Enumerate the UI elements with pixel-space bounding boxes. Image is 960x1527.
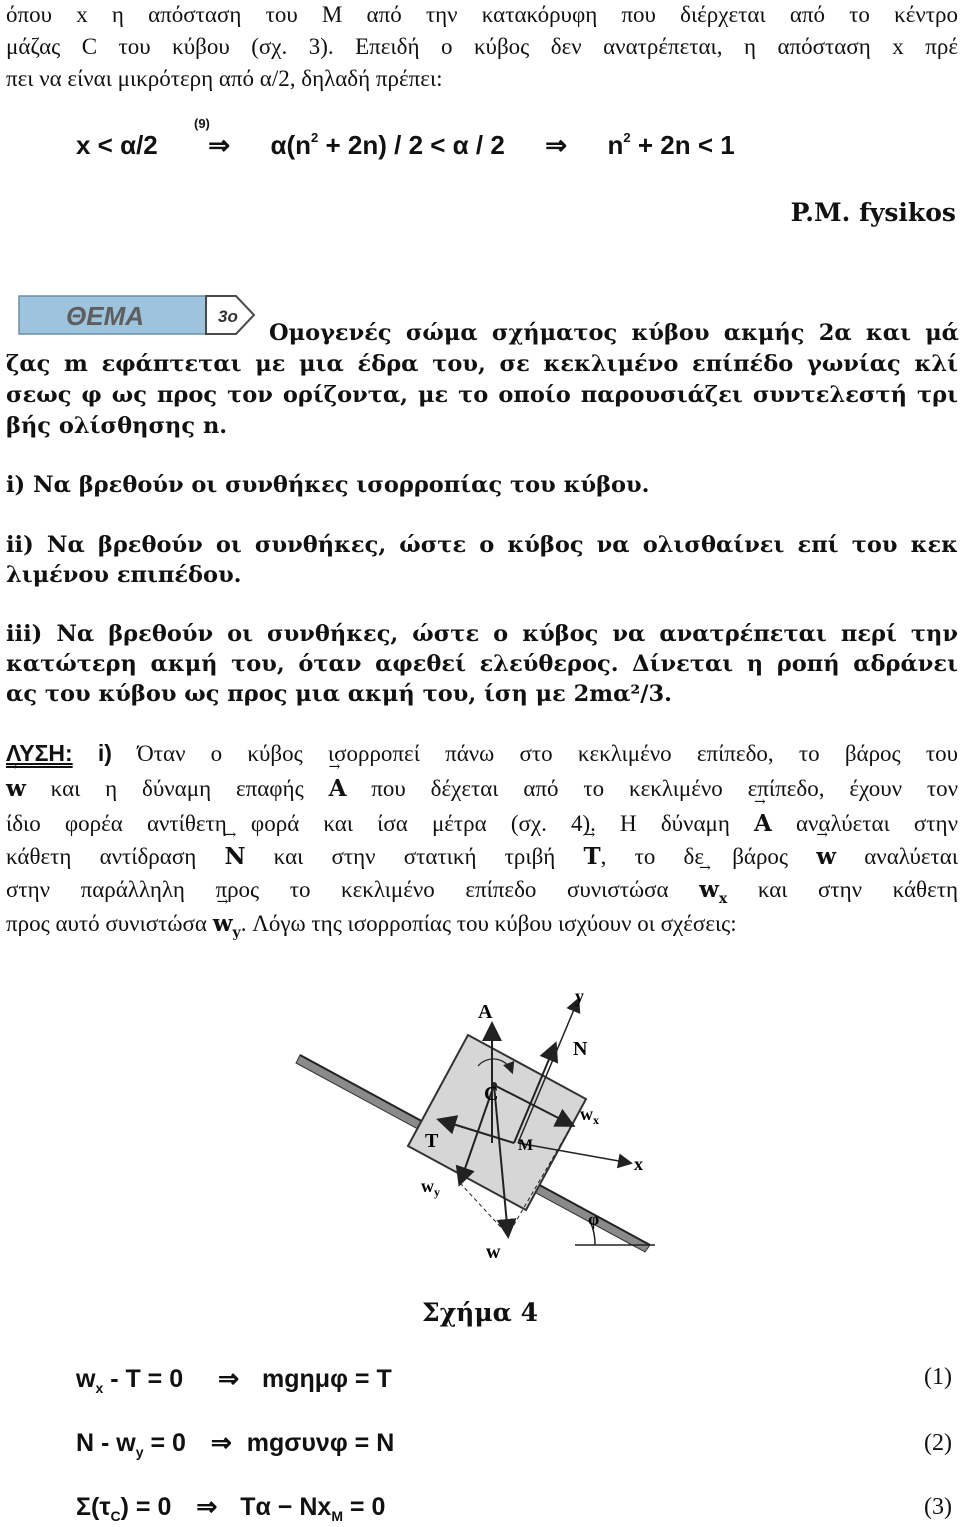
figure-4-diagram: [0, 980, 960, 1280]
inequality-part-3: $n^2 + 2n < 1$: [607, 130, 735, 160]
label-T: T: [425, 1130, 439, 1152]
solution-line-3: ίδιο φορέα αντίθετη φορά και ίσα μέτρα (σχ. 4). Η δύναμη → A αναλύεται στην: [6, 810, 958, 837]
inequality-part-1: x < α/2: [76, 130, 158, 160]
label-wy: $w_y$: [421, 1176, 440, 1199]
solution-line-5: στην παράλληλη προς το κεκλιμένο επίπεδο $\sigma\upsilon\nu\iota\sigma\tau ώ\sigma\alpha \to w_x$ και στην κάθετη: [6, 876, 958, 907]
problem-line-3: σεως φ ως προς τον ορίζοντα, με το οποίο παρουσιάζει συντελεστή τρι: [6, 382, 958, 408]
problem-line-1: Ομογενές σώμα σχήματος κύβου ακμής 2α και μά: [269, 320, 959, 346]
question-1: i) Να βρεθούν οι συνθήκες ισορροπίας του κύβου.: [6, 472, 650, 498]
solution-line-4: κάθετη αντίδραση → N και στην στατική τριβή → T, το δε βάρος → w αναλύεται: [6, 843, 958, 870]
equation-3: $\Sigma(\tau_C) = 0$ ⇒ $T\alpha - Nx_M = 0$: [76, 1493, 386, 1524]
author-signature: P.M. fysikos: [790, 198, 956, 227]
question-3-line-1: iii) Να βρεθούν οι συνθήκες, ώστε ο κύβος να ανατρέπεται περί την: [6, 621, 958, 647]
equation-1: $w_x - T = 0$ ⇒ mgημφ = T: [76, 1365, 392, 1396]
contact-force-vector: → A: [329, 775, 347, 802]
solution-line-6: προς αυτό $\sigma\upsilon\nu\iota\sigma\tau ώ\sigma\alpha \to w_y$. Λόγω της ισορροπίας του κύβου ισχύουν οι σχέσεις:: [6, 910, 737, 941]
label-wx: $w_x$: [580, 1104, 599, 1127]
solution-line-2: → w και η δύναμη επαφής → A που δέχεται από το κεκλιμένο επίπεδο, έχουν τον: [6, 775, 958, 802]
equation-reference: (9): [194, 116, 210, 131]
label-x: x: [634, 1154, 643, 1174]
label-phi: φ: [588, 1209, 600, 1229]
inequality-line: [76, 130, 735, 161]
badge-title: ΘΕΜΑ: [66, 301, 144, 331]
badge-number: 3ο: [218, 307, 238, 326]
inequality-part-2: $\alpha(n^2 + 2n) / 2 < \alpha / 2$: [270, 130, 505, 160]
intro-line-1: όπου x η απόσταση του Μ από την κατακόρυφη που διέρχεται από το κέντρο: [6, 2, 958, 27]
question-3-line-3: ας του κύβου ως προς μια ακμή του, ίση με 2mα²/3.: [6, 681, 672, 707]
intro-line-2: μάζας C του κύβου (σχ. 3). Επειδή ο κύβος δεν ανατρέπεται, η απόσταση x πρέ: [6, 34, 958, 59]
problem-line-2: ζας m εφάπτεται με μια έδρα του, σε κεκλιμένο επίπέδο γωνίας κλί: [6, 351, 958, 377]
implies-arrow-2: ⇒: [545, 130, 568, 160]
equation-3-number: (3): [924, 1494, 952, 1520]
equation-2: $N - w_y = 0$ ⇒ mgσυνφ = N: [76, 1429, 395, 1460]
solution-line-1: ΛΥΣΗ: i) Όταν ο κύβος ισορροπεί πάνω στο κεκλιμένο επίπεδο, το βάρος του: [6, 740, 959, 766]
topic-badge: [18, 294, 258, 338]
label-y: y: [575, 986, 584, 1006]
label-M: M: [518, 1137, 534, 1154]
solution-label: ΛΥΣΗ:: [6, 740, 73, 766]
intro-line-3: πει να είναι μικρότερη από α/2, δηλαδή πρέπει:: [6, 66, 443, 91]
question-2-line-2: λιμένου επιπέδου.: [6, 562, 242, 588]
implies-arrow: ⇒: [208, 130, 231, 160]
question-3-line-2: κατώτερη ακμή του, όταν αφεθεί ελεύθερος. Δίνεται η ροπή αδράνει: [6, 651, 958, 677]
equation-2-number: (2): [924, 1430, 952, 1456]
label-C: C: [484, 1083, 499, 1105]
label-N: N: [573, 1038, 588, 1060]
label-w: w: [486, 1241, 501, 1263]
question-2-line-1: ii) Να βρεθούν οι συνθήκες, ώστε ο κύβος να ολισθαίνει επί του κεκ: [6, 532, 958, 558]
equation-1-number: (1): [924, 1364, 952, 1390]
label-A: A: [478, 1001, 493, 1023]
problem-line-4: βής ολίσθησης n.: [6, 413, 228, 439]
figure-caption: Σχήμα 4: [422, 1298, 538, 1327]
weight-vector: → w: [6, 775, 26, 802]
